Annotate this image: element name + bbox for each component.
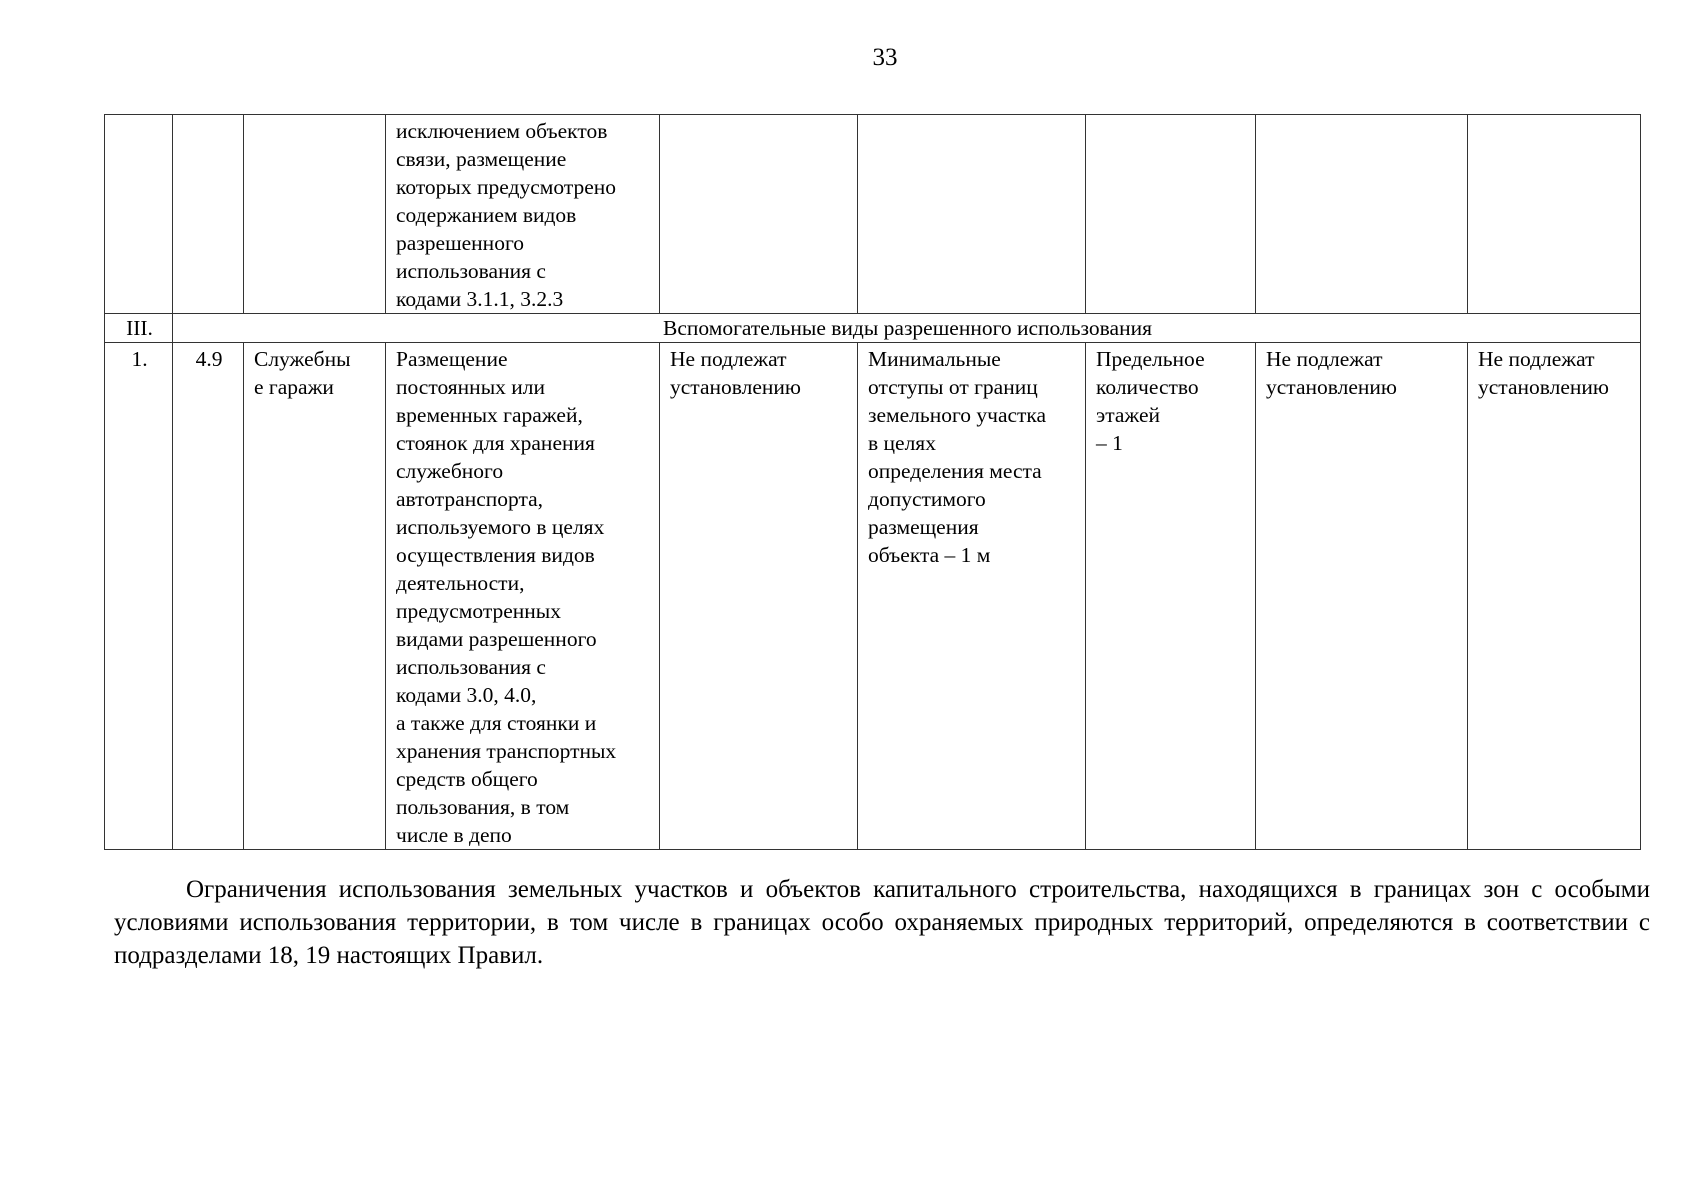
text-line: Размещение bbox=[396, 347, 508, 371]
text-line: которых предусмотрено bbox=[396, 175, 617, 199]
row-col6-cell bbox=[858, 343, 1086, 850]
text-line: е гаражи bbox=[254, 375, 334, 399]
restrictions-paragraph: Ограничения использования земельных участков и объектов капитального строительства, находящихся в границах зон с особыми условиями использования территории, в том числе в границах особо охраняемых природных территорий, определяются в соответствии с подразделами 18, 19 настоящих Правил. bbox=[114, 876, 1650, 969]
text-line: объекта – 1 м bbox=[868, 543, 991, 567]
text-line: временных гаражей, bbox=[396, 403, 583, 427]
table-cell bbox=[1468, 115, 1641, 314]
text-line: предусмотренных bbox=[396, 599, 561, 623]
text-line: в целях bbox=[868, 431, 936, 455]
text-line: размещения bbox=[868, 515, 979, 539]
text-line: средств общего bbox=[396, 767, 538, 791]
row-number: 1. bbox=[105, 343, 173, 850]
table-cell bbox=[1086, 115, 1256, 314]
text-line: земельного участка bbox=[868, 403, 1047, 427]
row-col9-cell bbox=[1468, 343, 1641, 850]
text-line: содержанием видов bbox=[396, 203, 577, 227]
continuation-description-cell bbox=[386, 115, 660, 314]
row-col7-cell bbox=[1086, 343, 1256, 850]
text-line: пользования, в том bbox=[396, 795, 570, 819]
text-line: установлению bbox=[1478, 375, 1609, 399]
text-line: стоянок для хранения bbox=[396, 431, 595, 455]
text-line: осуществления видов bbox=[396, 543, 595, 567]
text-line: определения места bbox=[868, 459, 1042, 483]
table-cell bbox=[660, 115, 858, 314]
row-col5-cell bbox=[660, 343, 858, 850]
text-line: Не подлежат bbox=[670, 347, 787, 371]
text-line: служебного bbox=[396, 459, 504, 483]
text-line: использования с bbox=[396, 259, 546, 283]
text-line: Минимальные bbox=[868, 347, 1001, 371]
text-line: кодами 3.0, 4.0, bbox=[396, 683, 537, 707]
section-number: III. bbox=[105, 314, 173, 343]
table-row bbox=[105, 343, 1641, 850]
table-row-continuation bbox=[105, 115, 1641, 314]
table-cell bbox=[1256, 115, 1468, 314]
text-line: количество bbox=[1096, 375, 1199, 399]
table-cell bbox=[173, 115, 244, 314]
row-description-cell bbox=[386, 343, 660, 850]
text-line: разрешенного bbox=[396, 231, 524, 255]
table-cell bbox=[244, 115, 386, 314]
row-code: 4.9 bbox=[173, 343, 244, 850]
row-name-cell bbox=[244, 343, 386, 850]
row-col8-cell bbox=[1256, 343, 1468, 850]
table-cell bbox=[858, 115, 1086, 314]
text-line: использования с bbox=[396, 655, 546, 679]
text-line: связи, размещение bbox=[396, 147, 567, 171]
text-line: кодами 3.1.1, 3.2.3 bbox=[396, 287, 564, 311]
text-line: хранения транспортных bbox=[396, 739, 617, 763]
text-line: этажей bbox=[1096, 403, 1161, 427]
text-line: а также для стоянки и bbox=[396, 711, 597, 735]
text-line: – 1 bbox=[1096, 431, 1123, 455]
text-line: Служебны bbox=[254, 347, 351, 371]
text-line: установлению bbox=[670, 375, 801, 399]
text-line: деятельности, bbox=[396, 571, 525, 595]
text-line: Не подлежат bbox=[1266, 347, 1383, 371]
text-line: числе в депо bbox=[396, 823, 512, 847]
text-line: автотранспорта, bbox=[396, 487, 544, 511]
text-line: используемого в целях bbox=[396, 515, 605, 539]
table-section-row bbox=[105, 314, 1641, 343]
table-cell bbox=[105, 115, 173, 314]
page-number: 33 bbox=[872, 44, 898, 71]
text-line: Не подлежат bbox=[1478, 347, 1595, 371]
text-line: видами разрешенного bbox=[396, 627, 597, 651]
text-line: допустимого bbox=[868, 487, 986, 511]
text-line: постоянных или bbox=[396, 375, 545, 399]
text-line: отступы от границ bbox=[868, 375, 1038, 399]
section-title: Вспомогательные виды разрешенного использования bbox=[173, 314, 1641, 343]
text-line: исключением объектов bbox=[396, 119, 608, 143]
text-line: Предельное bbox=[1096, 347, 1205, 371]
land-use-table bbox=[104, 114, 1641, 850]
text-line: установлению bbox=[1266, 375, 1397, 399]
